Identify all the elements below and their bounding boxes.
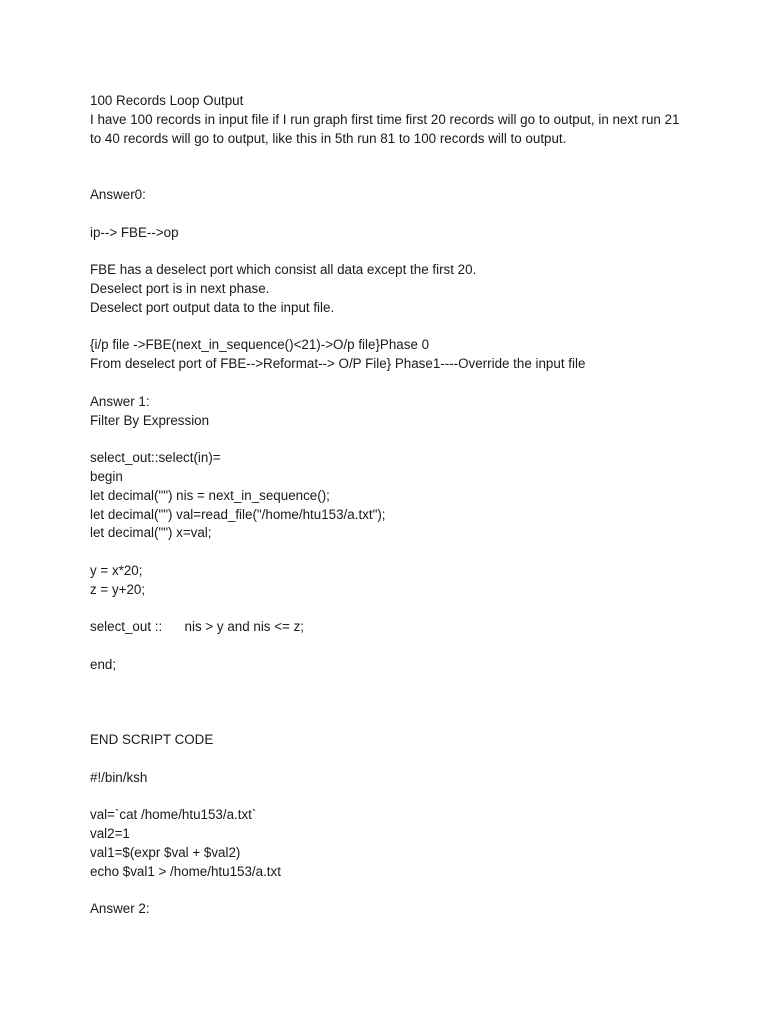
script-line: val2=1 bbox=[90, 826, 130, 842]
code-line: select_out :: nis > y and nis <= z; bbox=[90, 619, 304, 635]
answer2-heading: Answer 2: bbox=[90, 901, 150, 917]
script-line: #!/bin/ksh bbox=[90, 769, 148, 785]
intro-paragraph: I have 100 records in input file if I run graph first time first 20 records will go to output, in next run 21 to 40 records will go to output, like this in 5th run 81 to 100 records will to output. bbox=[90, 111, 684, 146]
code-line: z = y+20; bbox=[90, 581, 146, 597]
answer1-heading: Answer 1: bbox=[90, 393, 150, 409]
answer0-heading: Answer0: bbox=[90, 186, 146, 202]
code-line: let decimal("") x=val; bbox=[90, 525, 212, 541]
answer0-note: Deselect port output data to the input file. bbox=[90, 299, 335, 315]
script-line: val=`cat /home/htu153/a.txt` bbox=[90, 807, 257, 823]
script-line: val1=$(expr $val + $val2) bbox=[90, 844, 241, 860]
code-line: let decimal("") nis = next_in_sequence(); bbox=[90, 487, 330, 503]
answer1-subheading: Filter By Expression bbox=[90, 412, 210, 428]
document-page bbox=[90, 92, 684, 919]
code-line: select_out::select(in)= bbox=[90, 450, 221, 466]
answer0-phase: {i/p file ->FBE(next_in_sequence()<21)->O/p file}Phase 0 bbox=[90, 337, 430, 353]
code-line: y = x*20; bbox=[90, 562, 143, 578]
end-script-heading: END SCRIPT CODE bbox=[90, 732, 214, 748]
document-title: 100 Records Loop Output bbox=[90, 93, 244, 108]
answer0-phase: From deselect port of FBE-->Reformat--> O/P File} Phase1----Override the input file bbox=[90, 356, 586, 372]
answer0-note: Deselect port is in next phase. bbox=[90, 280, 270, 296]
code-line: end; bbox=[90, 656, 117, 672]
code-line: begin bbox=[90, 468, 123, 484]
answer0-flow: ip--> FBE-->op bbox=[90, 224, 179, 240]
script-line: echo $val1 > /home/htu153/a.txt bbox=[90, 863, 281, 879]
answer0-note: FBE has a deselect port which consist all data except the first 20. bbox=[90, 262, 477, 278]
code-line: let decimal("") val=read_file("/home/htu153/a.txt"); bbox=[90, 506, 386, 522]
